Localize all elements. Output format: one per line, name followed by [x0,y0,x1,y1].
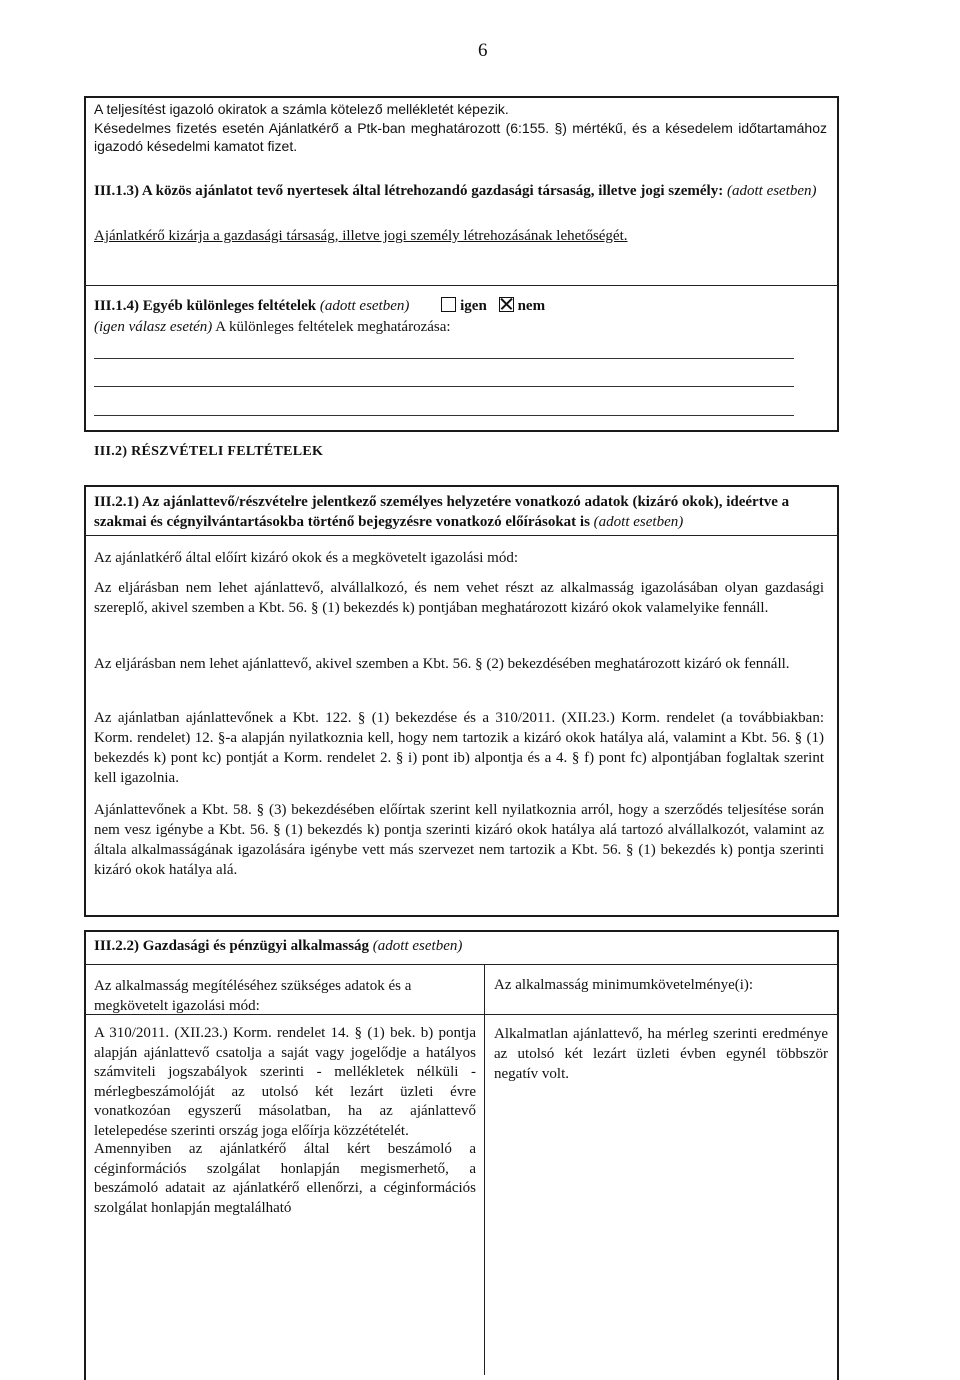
section-iii-2-2-heading [94,937,829,956]
right-column-text: Alkalmatlan ajánlattevő, ha mérleg szerinti eredménye az utolsó két lezárt üzleti évben egynél többször negatív volt. [494,1026,828,1082]
right-column-header: Az alkalmasság minimumkövetelménye(i): [494,977,754,993]
sub-text: A különleges feltételek meghatározása: [215,319,451,335]
left-column-text-2: Amennyiben az ajánlatkérő által kért beszámoló a céginformációs szolgálat honlapján megismerhető, a beszámoló adatait az ajánlatkérő ellenőrzi, a céginformációs szolgálat honlapján megtalálható [94,1141,476,1216]
page-number: 6 [478,40,488,61]
heading-italic: (adott esetben) [319,298,410,314]
heading-italic: (adott esetben) [372,938,463,954]
heading-text: III.1.4) Egyéb különleges feltételek [94,298,317,314]
heading-italic: (adott esetben) [593,514,684,530]
section-iii-1-4-subtext [94,318,829,337]
heading-text: III.2.1) Az ajánlattevő/részvételre jelentkező személyes helyzetére vonatkozó adatok (kizáró okok), ideértve a szakmai és cégnyilvántartásokba történő bejegyzésre vonatkozó előírásokat is [94,494,790,530]
section-iii-2-heading: III.2) RÉSZVÉTELI FELTÉTELEK [94,444,324,459]
section-iii-2-1-paragraph-1: Az eljárásban nem lehet ajánlattevő, alvállalkozó, és nem vehet részt az alkalmasság igazolásában olyan gazdasági szereplő, akivel szemben a Kbt. 56. § (1) bekezdés k) pontjában meghatározott kizáró okok valamelyike fennáll. [94,580,824,616]
left-column-text-1: A 310/2011. (XII.23.) Korm. rendelet 14. § (1) bek. b) pontja alapján ajánlattevő csatolja a saját vagy jogelődje a hatályos számviteli jogszabályok szerinti - mellékletek nélküli - mérlegbeszámolóját az utolsó két lezárt üzleti évre vonatkozóan egyszerű másolatban, ha az ajánlattevő letelepedése szerinti ország joga előírja közzétételét. [94,1025,476,1139]
sub-italic: (igen válasz esetén) [94,319,213,335]
answer-line-2 [94,386,794,387]
section-iii-2-1-paragraph-3: Az ajánlatban ajánlattevőnek a Kbt. 122. § (1) bekezdése és a 310/2011. (XII.23.) Korm. rendelet (a továbbiakban: Korm. rendelet) 12. §-a alapján nyilatkoznia kell, hogy nem tartozik a kizáró okok hatálya alá, valamint a Kbt. 56. § (1) bekezdés k) pont kc) pontját a Korm. rendelet 2. § i) pont ib) alpontja és a 4. § f) pont fc) alpontjában foglaltak szerint kell igazolnia. [94,710,824,786]
section-iii-2-1-paragraph-4: Ajánlattevőnek a Kbt. 58. § (3) bekezdésében előírtak szerint kell nyilatkoznia arról, hogy a szerződés teljesítése során nem vesz igénybe a Kbt. 56. § (1) bekezdés k) pontja szerinti kizáró okok hatálya alá tartozó alvállalkozót, valamint az általa alkalmasságának igazolására igénybe vett más szervezet nem tartozik a Kbt. 56. § (1) bekezdés k) pontja szerinti kizáró okok hatálya alá. [94,802,824,878]
checkbox-nem[interactable] [499,297,514,312]
section-iii-1-3-heading [94,182,829,201]
section-iii-2-1-intro: Az ajánlatkérő által előírt kizáró okok és a megkövetelt igazolási mód: [94,550,519,566]
checkbox-nem-label: nem [517,298,546,314]
section-iii-2-1-paragraph-2: Az eljárásban nem lehet ajánlattevő, akivel szemben a Kbt. 56. § (2) bekezdésében meghatározott kizáró ok fennáll. [94,656,790,672]
checkbox-igen-label: igen [460,298,487,314]
heading-italic: (adott esetben) [726,183,817,199]
heading-text: III.1.3) A közös ajánlatot tevő nyertesek által létrehozandó gazdasági társaság, illetve jogi személy: [94,183,724,199]
answer-line-1 [94,358,794,359]
divider [84,964,839,965]
answer-line-3 [94,415,794,416]
divider [84,535,839,536]
header-divider-left [84,1014,484,1015]
payment-line-1: A teljesítést igazoló okiratok a számla kötelező mellékletét képezik. [94,101,509,117]
checkbox-igen[interactable] [441,297,456,312]
section-iii-2-1-heading [94,492,829,532]
section-iii-1-4-heading [94,297,829,316]
payment-line-2: Késedelmes fizetés esetén Ajánlatkérő a Ptk-ban meghatározott (6:155. §) mértékű, és a késedelem időtartamához igazodó késedelmi kamatot fizet. [94,120,827,154]
section-iii-1-3-text: Ajánlatkérő kizárja a gazdasági társaság, illetve jogi személy létrehozásának lehetőségét. [94,228,628,244]
header-divider-right [484,1014,839,1015]
column-divider [484,964,485,1375]
left-column-header: Az alkalmasság megítéléséhez szükséges adatok és a megkövetelt igazolási mód: [94,978,412,1014]
divider [84,285,839,286]
heading-text: III.2.2) Gazdasági és pénzügyi alkalmasság [94,938,370,954]
